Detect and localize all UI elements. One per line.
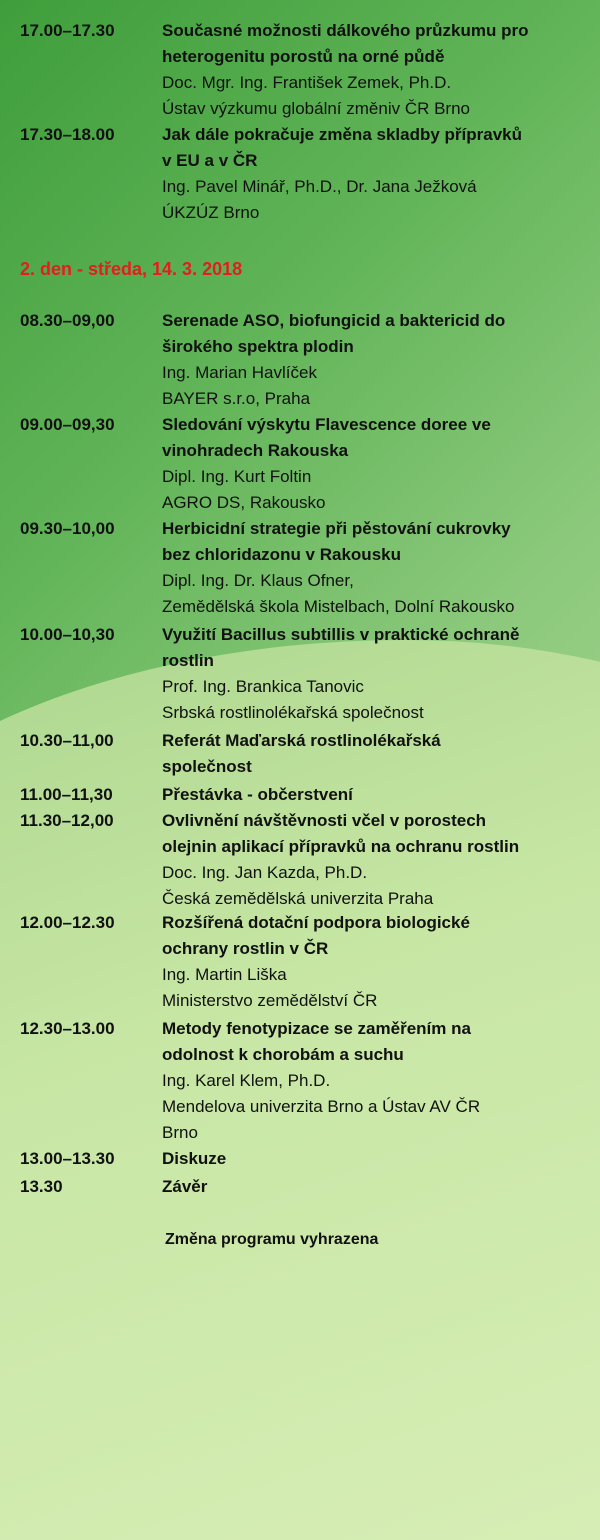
- item-title-line: širokého spektra plodin: [162, 337, 354, 356]
- item-time: 12.30–13.00: [20, 1019, 115, 1038]
- item-title-line: Přestávka - občerstvení: [162, 785, 353, 804]
- item-speaker: Dipl. Ing. Kurt Foltin: [162, 467, 312, 486]
- item-institution: Srbská rostlinolékařská společnost: [162, 703, 424, 722]
- item-time: 11.30–12,00: [20, 811, 114, 830]
- item-institution: Česká zemědělská univerzita Praha: [162, 889, 434, 908]
- item-title-line: společnost: [162, 757, 252, 776]
- item-title-line: v EU a v ČR: [162, 151, 258, 170]
- item-speaker: Prof. Ing. Brankica Tanovic: [162, 677, 364, 696]
- item-time: 13.00–13.30: [20, 1149, 115, 1168]
- item-title-line: odolnost k chorobám a suchu: [162, 1045, 404, 1064]
- item-time: 09.30–10,00: [20, 519, 115, 538]
- item-title-line: ochrany rostlin v ČR: [162, 939, 329, 958]
- item-speaker: Ing. Karel Klem, Ph.D.: [162, 1071, 331, 1090]
- item-title-line: rostlin: [162, 651, 214, 670]
- item-institution: BAYER s.r.o, Praha: [162, 389, 311, 408]
- item-time: 11.00–11,30: [20, 785, 113, 804]
- item-time: 17.00–17.30: [20, 21, 115, 40]
- item-speaker: Ing. Pavel Minář, Ph.D., Dr. Jana Ježková: [162, 177, 477, 196]
- item-speaker: Doc. Ing. Jan Kazda, Ph.D.: [162, 863, 368, 882]
- item-time: 13.30: [20, 1177, 63, 1196]
- item-institution: Ústav výzkumu globální změniv ČR Brno: [162, 99, 471, 118]
- footer-note: Změna programu vyhrazena: [165, 1231, 379, 1248]
- item-time: 10.00–10,30: [20, 625, 115, 644]
- item-institution: Mendelova univerzita Brno a Ústav AV ČR: [162, 1097, 481, 1116]
- item-institution: ÚKZÚZ Brno: [162, 203, 260, 222]
- item-title-line: Diskuze: [162, 1149, 227, 1168]
- item-institution: Zemědělská škola Mistelbach, Dolní Rakousko: [162, 597, 515, 616]
- item-speaker: Ing. Martin Liška: [162, 965, 287, 984]
- item-title-line: olejnin aplikací přípravků na ochranu rostlin: [162, 837, 520, 856]
- item-time: 10.30–11,00: [20, 731, 114, 750]
- item-time: 08.30–09,00: [20, 311, 115, 330]
- item-title-line: Závěr: [162, 1177, 208, 1196]
- item-title-line: Metody fenotypizace se zaměřením na: [162, 1019, 471, 1038]
- item-title-line: Sledování výskytu Flavescence doree ve: [162, 415, 491, 434]
- item-speaker: Ing. Marian Havlíček: [162, 363, 317, 382]
- item-title-line: Současné možnosti dálkového průzkumu pro: [162, 21, 529, 40]
- item-title-line: heterogenitu porostů na orné půdě: [162, 47, 445, 66]
- item-institution-city: Brno: [162, 1123, 198, 1142]
- item-title-line: Využití Bacillus subtillis v praktické ochraně: [162, 625, 520, 644]
- item-title-line: Jak dále pokračuje změna skladby přípravků: [162, 125, 522, 144]
- item-time: 12.00–12.30: [20, 913, 115, 932]
- item-time: 17.30–18.00: [20, 125, 115, 144]
- item-time: 09.00–09,30: [20, 415, 115, 434]
- item-institution: AGRO DS, Rakousko: [162, 493, 326, 512]
- item-title-line: Referát Maďarská rostlinolékařská: [162, 731, 441, 750]
- item-title-line: Herbicidní strategie při pěstování cukrovky: [162, 519, 511, 538]
- item-title-line: Ovlivnění návštěvnosti včel v porostech: [162, 811, 487, 830]
- item-title-line: Serenade ASO, biofungicid a baktericid do: [162, 311, 506, 330]
- day-heading: 2. den - středa, 14. 3. 2018: [20, 259, 243, 279]
- item-title-line: vinohradech Rakouska: [162, 441, 349, 460]
- item-speaker: Doc. Mgr. Ing. František Zemek, Ph.D.: [162, 73, 452, 92]
- item-title-line: bez chloridazonu v Rakousku: [162, 545, 401, 564]
- item-institution: Ministerstvo zemědělství ČR: [162, 991, 378, 1010]
- item-speaker: Dipl. Ing. Dr. Klaus Ofner,: [162, 571, 354, 590]
- item-title-line: Rozšířená dotační podpora biologické: [162, 913, 470, 932]
